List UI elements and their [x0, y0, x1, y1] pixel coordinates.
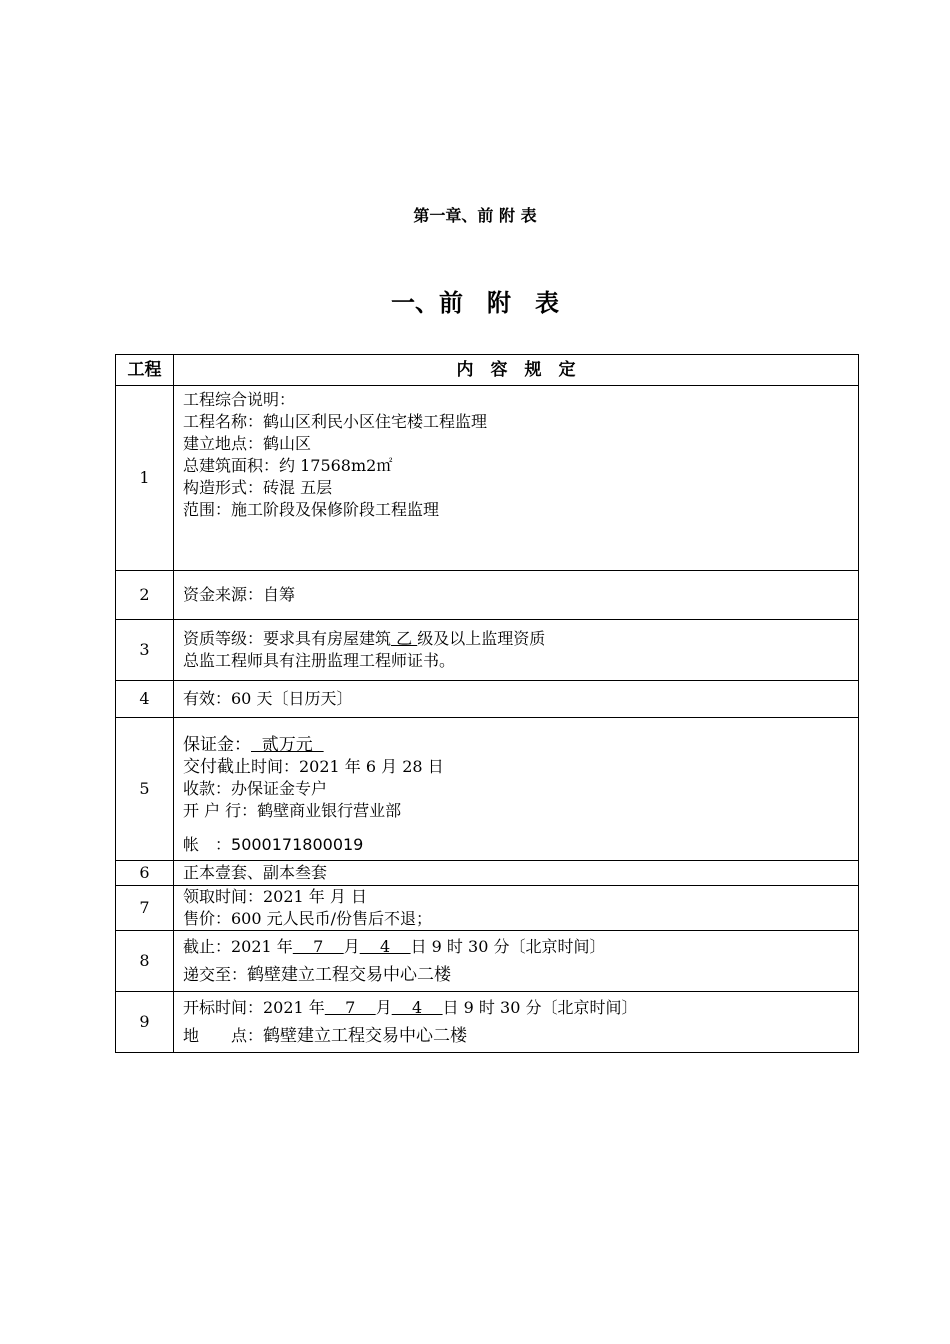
table-row [116, 571, 859, 620]
row-number: 1 [116, 386, 174, 571]
row-content [174, 620, 859, 681]
table-header-row [116, 355, 859, 386]
section-title: 一、前 附 表 [391, 289, 559, 317]
account-line [183, 834, 849, 856]
deadline-time: 日 9 时 30 分〔北京时间〕 [410, 937, 606, 956]
project-name: 工程名称：鹤山区利民小区住宅楼工程监理 [183, 412, 488, 431]
project-area: 总建筑面积：约 17568m2㎡ [183, 456, 393, 475]
row-number: 2 [116, 571, 174, 620]
header-project: 工程 [116, 355, 174, 386]
opening-year: 开标时间：2021 年 [183, 998, 325, 1017]
supervision-scope: 范围：施工阶段及保修阶段工程监理 [183, 500, 440, 519]
location-value: 鹤壁建立工程交易中心二楼 [263, 1026, 468, 1046]
deadline-date: 时间：2021 年 6 月 28 日 [251, 757, 444, 776]
row-number: 9 [116, 992, 174, 1053]
deadline-label: 交付截止 [183, 757, 251, 777]
account-number: 5000171800019 [231, 835, 364, 854]
table-row [116, 681, 859, 718]
deposit-label: 保证金： [183, 735, 251, 755]
row-content [174, 886, 859, 931]
collection-time: 领取时间：2021 年 月 日 [183, 887, 367, 906]
front-attachment-table [115, 354, 859, 1053]
funding-source: 资金来源：自筹 [174, 571, 859, 620]
table-row [116, 861, 859, 886]
submission-location [183, 964, 849, 986]
payee: 收款：办保证金专户 [183, 779, 328, 798]
bank: 开 户 行：鹤壁商业银行营业部 [183, 801, 402, 820]
row-content [174, 931, 859, 992]
table-row [116, 886, 859, 931]
location-value: 鹤壁建立工程交易中心二楼 [247, 965, 452, 985]
row-number: 7 [116, 886, 174, 931]
row-number: 5 [116, 718, 174, 861]
chief-engineer-requirement: 总监工程师具有注册监理工程师证书。 [183, 651, 456, 670]
table-row [116, 386, 859, 571]
row-number: 4 [116, 681, 174, 718]
deadline-year: 截止：2021 年 [183, 937, 293, 956]
opening-month: 7 [324, 998, 376, 1017]
row-content [174, 718, 859, 861]
row-content [174, 992, 859, 1053]
price: 售价：600 元人民币/份售后不退； [183, 909, 433, 928]
row-number: 8 [116, 931, 174, 992]
table-row [116, 620, 859, 681]
deadline-day: 4 [359, 937, 411, 956]
opening-time [183, 997, 849, 1019]
deadline-month: 7 [292, 937, 344, 956]
month-label: 月 [343, 937, 360, 956]
validity-period: 有效：60 天〔日历天〕 [174, 681, 859, 718]
table-row [116, 931, 859, 992]
table-row [116, 718, 859, 861]
qualification-text-end: 级及以上监理资质 [417, 629, 546, 648]
project-overview-label: 工程综合说明： [183, 390, 296, 409]
submission-deadline [183, 936, 849, 958]
opening-location [183, 1025, 849, 1047]
account-label: 帐 ： [183, 835, 232, 854]
opening-clock: 日 9 时 30 分〔北京时间〕 [442, 998, 638, 1017]
row-content [174, 386, 859, 571]
row-number: 6 [116, 861, 174, 886]
copies-requirement: 正本壹套、副本叁套 [174, 861, 859, 886]
month-label: 月 [375, 998, 392, 1017]
project-location: 建立地点：鹤山区 [183, 434, 312, 453]
header-content: 内 容 规 定 [174, 355, 859, 386]
chapter-title: 第一章、前 附 表 [413, 206, 537, 225]
deadline-line [183, 756, 849, 778]
location-label: 地 点： [183, 1026, 264, 1045]
location-label: 递交至： [183, 965, 248, 984]
qualification-grade: 乙 [391, 629, 418, 648]
qualification-text: 资质等级：要求具有房屋建筑 [183, 629, 392, 648]
qualification-line [183, 628, 849, 650]
structure-type: 构造形式：砖混 五层 [183, 478, 333, 497]
deposit-line [183, 734, 849, 756]
row-number: 3 [116, 620, 174, 681]
opening-day: 4 [391, 998, 443, 1017]
table-row [116, 992, 859, 1053]
deposit-amount: 贰万元 [251, 735, 324, 755]
